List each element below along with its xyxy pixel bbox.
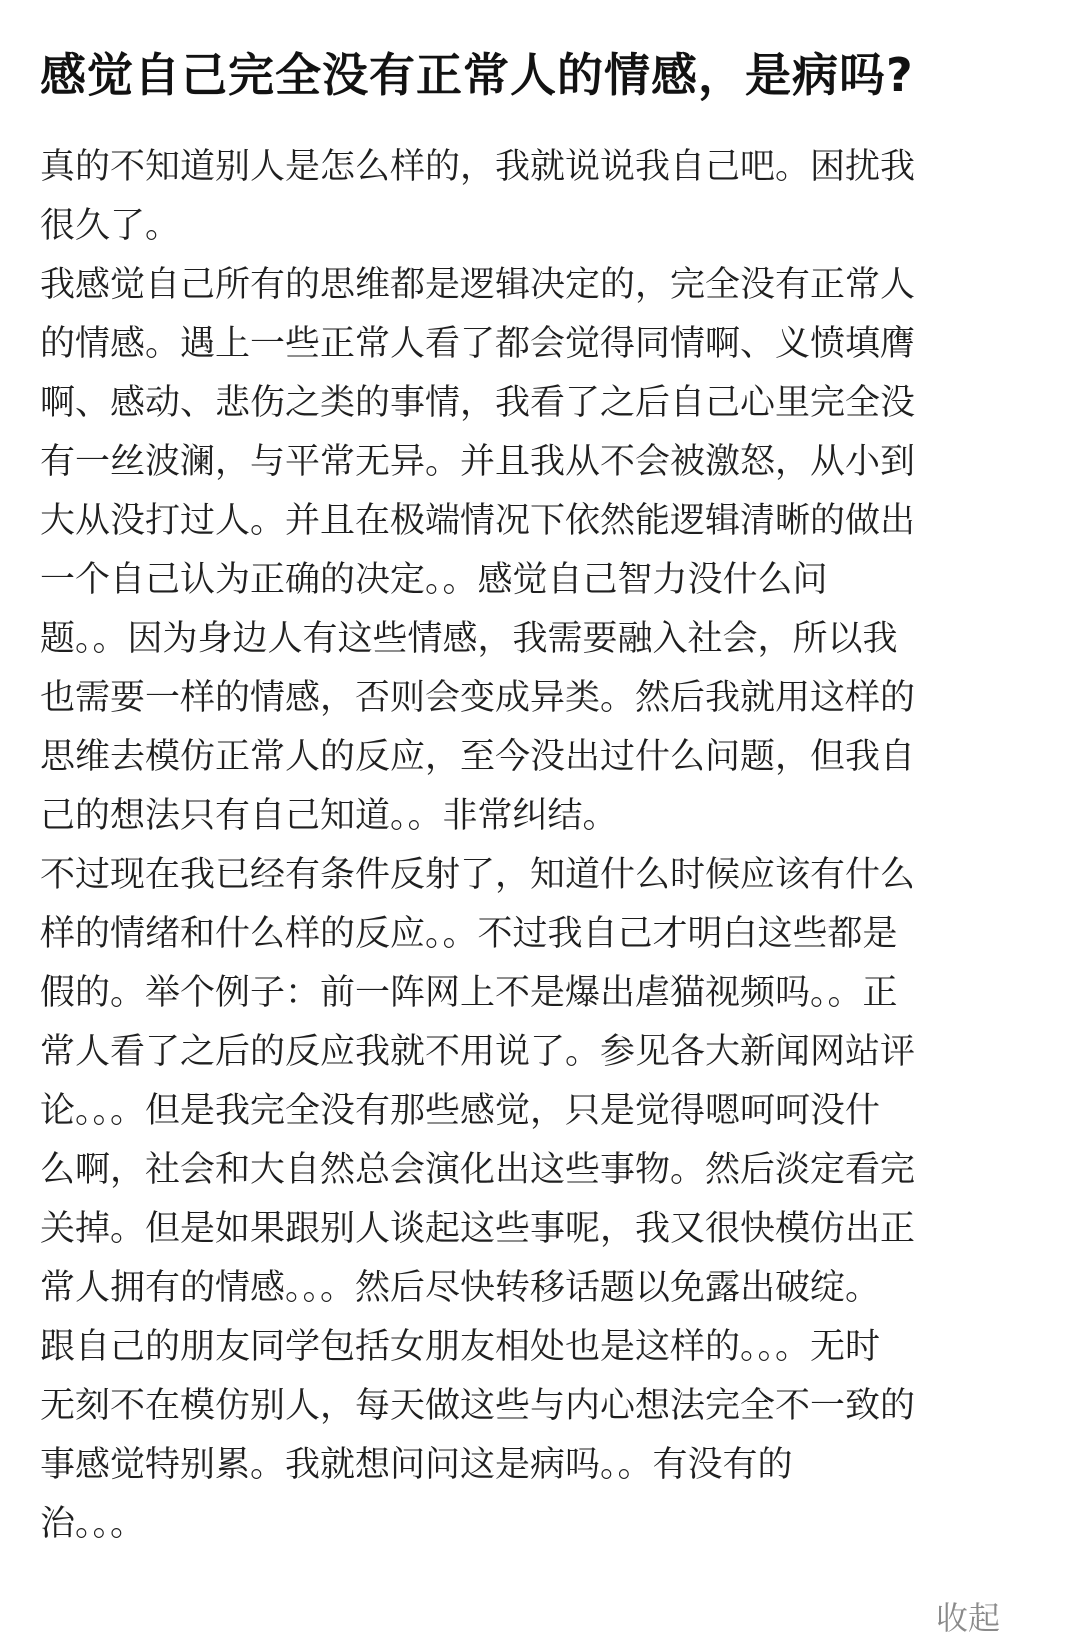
answer-line: 大从没打过人。并且在极端情况下依然能逻辑清晰的做出 bbox=[40, 501, 916, 541]
answer-line: 题。。因为身边人有这些情感，我需要融入社会，所以我 bbox=[40, 619, 898, 659]
collapse-button[interactable]: 收起 bbox=[935, 1599, 1000, 1637]
answer-line: 思维去模仿正常人的反应，至今没出过什么问题，但我自 bbox=[40, 737, 916, 777]
answer-line: 我感觉自己所有的思维都是逻辑决定的，完全没有正常人 bbox=[40, 265, 916, 305]
answer-line: 有一丝波澜，与平常无异。并且我从不会被激怒，从小到 bbox=[40, 442, 916, 482]
answer-line: 样的情绪和什么样的反应。。不过我自己才明白这些都是 bbox=[40, 914, 898, 954]
answer-line: 不过现在我已经有条件反射了，知道什么时候应该有什么 bbox=[40, 855, 916, 895]
answer-line: 很久了。 bbox=[40, 206, 181, 246]
question-title: 感觉自己完全没有正常人的情感，是病吗? bbox=[40, 48, 914, 102]
answer-line: 真的不知道别人是怎么样的，我就说说我自己吧。困扰我 bbox=[40, 147, 916, 187]
answer-line: 么啊，社会和大自然总会演化出这些事物。然后淡定看完 bbox=[40, 1150, 916, 1190]
answer-line: 论。。。但是我完全没有那些感觉，只是觉得嗯呵呵没什 bbox=[40, 1091, 881, 1131]
answer-line: 己的想法只有自己知道。。非常纠结。 bbox=[40, 796, 618, 836]
answer-line: 的情感。遇上一些正常人看了都会觉得同情啊、义愤填膺 bbox=[40, 324, 916, 364]
answer-line: 常人看了之后的反应我就不用说了。参见各大新闻网站评 bbox=[40, 1032, 916, 1072]
answer-line: 也需要一样的情感，否则会变成异类。然后我就用这样的 bbox=[40, 678, 916, 718]
answer-line: 无刻不在模仿别人，每天做这些与内心想法完全不一致的 bbox=[40, 1386, 916, 1426]
answer-line: 一个自己认为正确的决定。。感觉自己智力没什么问 bbox=[40, 560, 828, 600]
answer-body bbox=[40, 138, 1050, 1554]
answer-line: 治。。。 bbox=[40, 1504, 146, 1544]
answer-line: 跟自己的朋友同学包括女朋友相处也是这样的。。。无时 bbox=[40, 1327, 881, 1367]
answer-line: 常人拥有的情感。。。然后尽快转移话题以免露出破绽。 bbox=[40, 1268, 881, 1308]
answer-line: 事感觉特别累。我就想问问这是病吗。。有没有的 bbox=[40, 1445, 793, 1485]
answer-line: 啊、感动、悲伤之类的事情，我看了之后自己心里完全没 bbox=[40, 383, 916, 423]
answer-line: 关掉。但是如果跟别人谈起这些事呢，我又很快模仿出正 bbox=[40, 1209, 916, 1249]
answer-line: 假的。举个例子：前一阵网上不是爆出虐猫视频吗。。正 bbox=[40, 973, 898, 1013]
